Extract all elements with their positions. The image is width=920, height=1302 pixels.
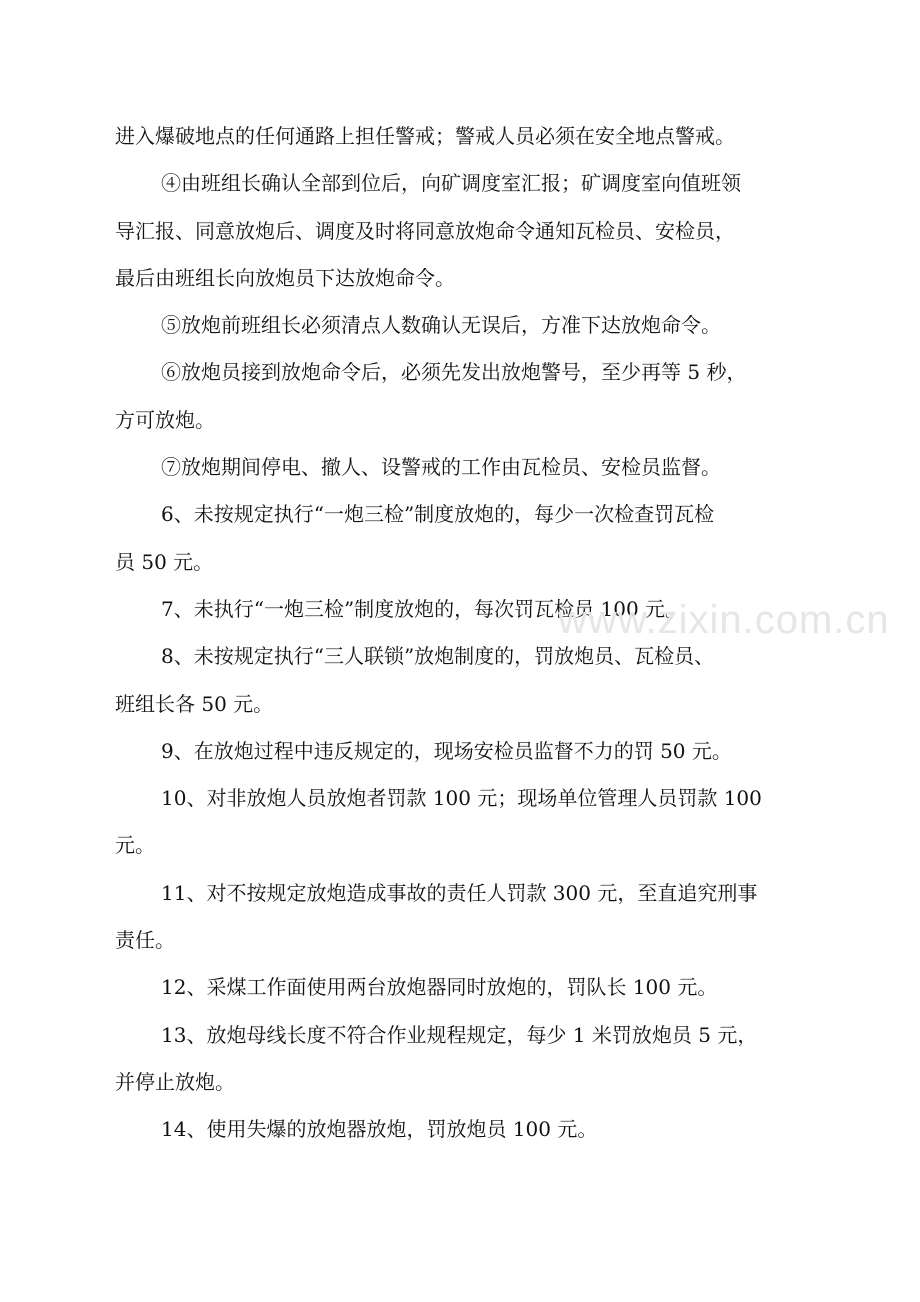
- document-line: 11、对不按规定放炮造成事故的责任人罚款 300 元，至直追究刑事: [161, 880, 758, 905]
- document-line: 导汇报、同意放炮后、调度及时将同意放炮命令通知瓦检员、安检员，: [115, 218, 735, 243]
- document-line: 最后由班组长向放炮员下达放炮命令。: [115, 265, 455, 290]
- watermark: www.zixin.com.cn: [558, 598, 890, 642]
- document-line: 14、使用失爆的放炮器放炮，罚放炮员 100 元。: [161, 1117, 598, 1142]
- document-line: 方可放炮。: [115, 407, 215, 432]
- document-line: 8、未按规定执行“三人联锁”放炮制度的，罚放炮员、瓦检员、: [161, 644, 715, 669]
- document-line: 7、未执行“一炮三检”制度放炮的，每次罚瓦检员 100 元。: [161, 596, 686, 621]
- document-line: 班组长各 50 元。: [115, 691, 274, 716]
- document-line: 进入爆破地点的任何通路上担任警戒；警戒人员必须在安全地点警戒。: [115, 124, 735, 148]
- document-line: 责任。: [115, 928, 175, 953]
- document-line: 10、对非放炮人员放炮者罚款 100 元；现场单位管理人员罚款 100: [161, 786, 762, 811]
- document-line: 6、未按规定执行“一炮三检”制度放炮的，每少一次检查罚瓦检: [161, 502, 715, 527]
- document-line: 12、采煤工作面使用两台放炮器同时放炮的，罚队长 100 元。: [161, 975, 718, 1000]
- document-body: [115, 113, 795, 1154]
- document-line: ④由班组长确认全部到位后，向矿调度室汇报；矿调度室向值班领: [161, 171, 741, 196]
- document-line: ⑤放炮前班组长必须清点人数确认无误后，方准下达放炮命令。: [161, 313, 721, 338]
- document-line: 9、在放炮过程中违反规定的，现场安检员监督不力的罚 50 元。: [161, 738, 732, 763]
- document-line: 员 50 元。: [115, 549, 214, 574]
- document-line: 13、放炮母线长度不符合作业规程规定，每少 1 米罚放炮员 5 元，: [161, 1022, 758, 1047]
- document-line: ⑥放炮员接到放炮命令后，必须先发出放炮警号，至少再等 5 秒，: [161, 360, 747, 385]
- document-line: 元。: [115, 833, 155, 858]
- document-line: 并停止放炮。: [115, 1069, 235, 1094]
- document-line: ⑦放炮期间停电、撤人、设警戒的工作由瓦检员、安检员监督。: [161, 455, 721, 480]
